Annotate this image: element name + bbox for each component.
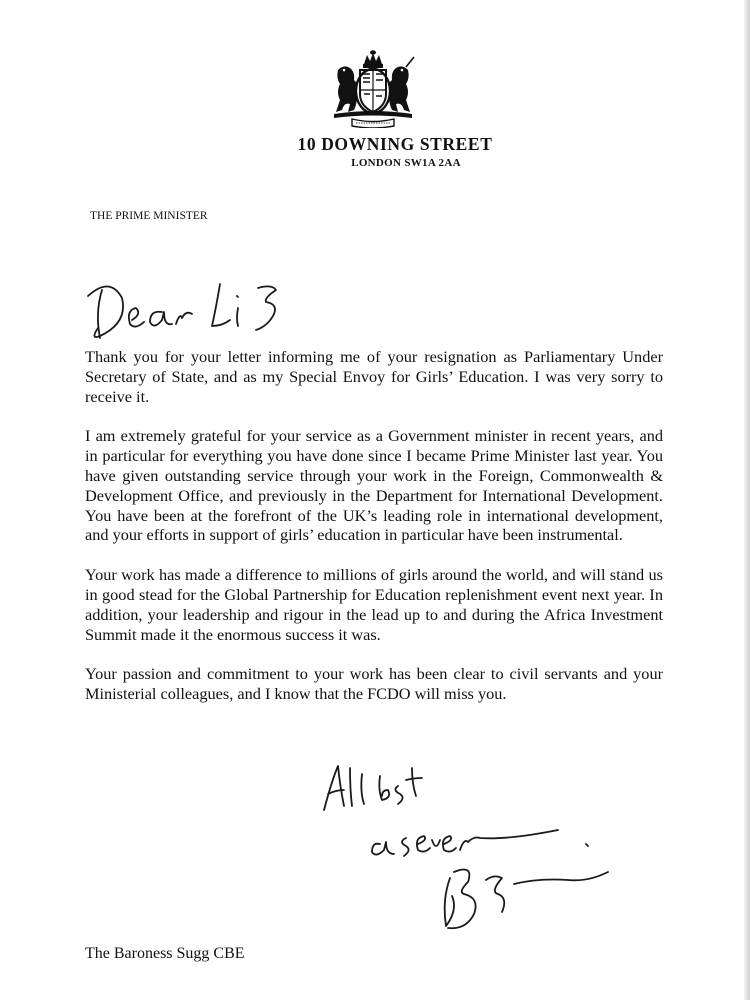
letterhead-address (0, 134, 750, 169)
paragraph-1: Thank you for your letter informing me of your resignation as Parliamentary Under Secretary of State, and as my Special Envoy for Girls’ Education. I was very sorry to receive it. (85, 347, 663, 406)
letter-body (85, 347, 663, 724)
paragraph-2: I am extremely grateful for your service as a Government minister in recent years, and in particular for everything you have done since I became Prime Minister last year. You have given outstanding service through your work in the Foreign, Commonwealth & Development Office, and previously in the Department for International Development. You have been at the forefront of the UK’s leading role in international development, and your efforts in support of girls’ education in particular have been instrumental. (85, 426, 663, 545)
recipient-name: The Baroness Sugg CBE (85, 945, 245, 962)
paragraph-3: Your work has made a difference to millions of girls around the world, and will stand us in good stead for the Global Partnership for Education replenishment event next year. In addition, your leadership and rigour in the lead up to and during the Africa Investment Summit made it the enormous success it was. (85, 565, 663, 644)
postcode-line: LONDON SW1A 2AA (351, 157, 461, 169)
handwritten-closing-and-signature (318, 760, 618, 940)
paragraph-4: Your passion and commitment to your work has been clear to civil servants and your Ministerial colleagues, and I know that the FCDO will miss you. (85, 664, 663, 704)
handwritten-salutation (80, 268, 310, 348)
sender-title: THE PRIME MINISTER (90, 210, 208, 222)
royal-coat-of-arms-icon (328, 50, 418, 128)
address-line: 10 DOWNING STREET (297, 134, 493, 154)
